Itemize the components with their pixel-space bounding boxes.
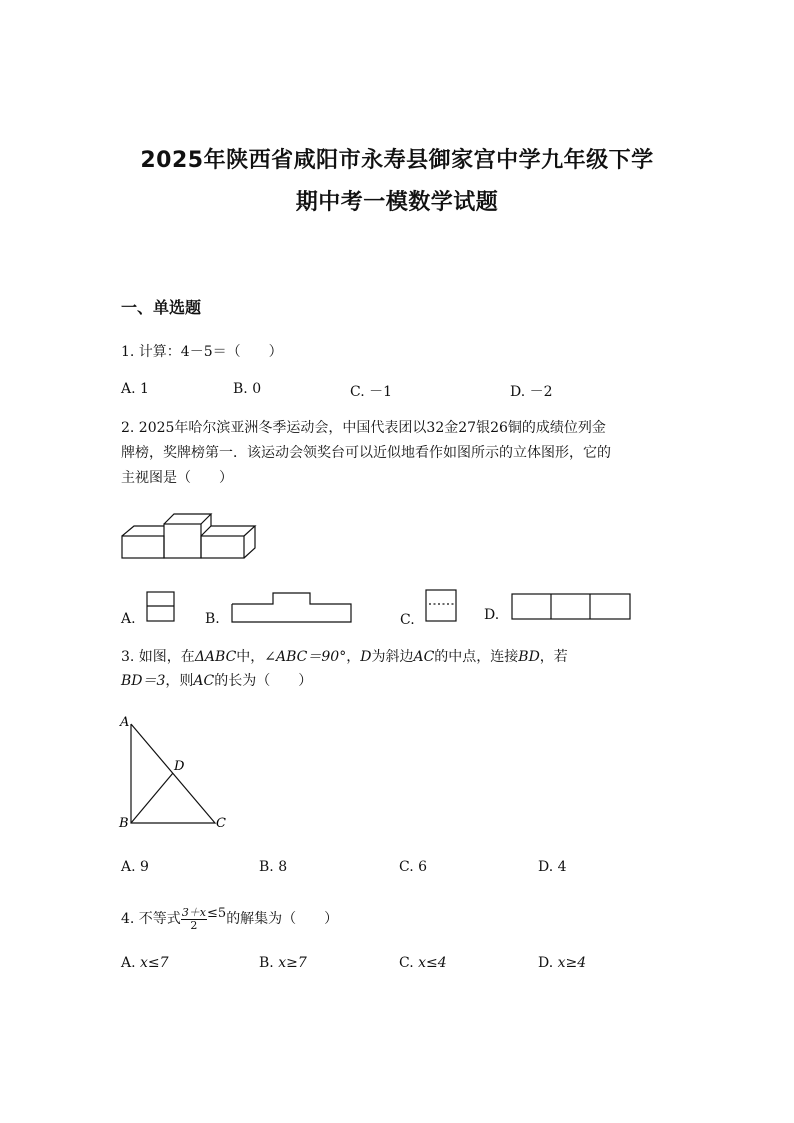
question-3-line-2 [121,669,312,693]
question-2-option-b-label: B. [205,611,220,627]
q3-text-c: ， [346,649,361,665]
q4-opt-b-value: x≥7 [278,955,307,971]
label-a: A [120,715,130,730]
q3-text-a: 3. 如图，在 [121,649,195,665]
question-1-option-d: D. －2 [510,384,553,400]
q3-text-g: ，若 [539,649,568,665]
question-3-line-1 [121,645,568,669]
q4-frac-numerator: 3＋x [181,905,207,919]
q4-opt-d-letter: D. [538,955,554,971]
question-4-text [121,898,338,935]
q4-suffix: 的解集为（ ） [226,911,339,927]
q3-segment-ac: AC [413,649,435,665]
question-2-line-1: 2. 2025年哈尔滨亚洲冬季运动会，中国代表团以32金27银26铜的成绩位列金 [121,420,606,436]
question-4-option-a [121,955,169,971]
question-2-option-b-figure [230,591,354,625]
q3-angle: ∠ABC＝90° [264,649,347,665]
question-4-option-c [399,955,447,971]
question-3-option-c: C. 6 [399,859,428,875]
q4-opt-d-value: x≥4 [557,955,587,971]
q4-prefix: 4. 不等式 [121,911,181,927]
q3-triangle: ΔABC [194,649,237,665]
q3-text-i: 的长为（ ） [214,673,313,689]
q3-text-f: 的中点，连接 [434,649,519,665]
question-2-line-2: 牌榜，奖牌榜第一．该运动会领奖台可以近似地看作如图所示的立体图形，它的 [121,445,611,461]
question-1-option-c: C. －1 [350,384,393,400]
document-title-line-2: 期中考一模数学试题 [295,190,499,215]
question-2-option-a-label: A. [121,611,136,627]
q4-opt-c-letter: C. [399,955,414,971]
question-3-option-b: B. 8 [259,859,288,875]
question-2-option-d-label: D. [484,607,500,623]
q4-opt-a-value: x≤7 [140,955,169,971]
q3-segment-ac-2: AC [193,673,215,689]
q4-frac-denominator: 2 [190,918,198,932]
question-1-option-a: A. 1 [121,381,149,397]
document-title-line-1: 2025年陕西省咸阳市永寿县御家宫中学九年级下学 [140,148,654,173]
q4-opt-a-letter: A. [121,955,136,971]
q3-bd-value: BD＝3 [121,673,166,689]
q3-point-d: D [360,649,372,665]
question-1-text: 1. 计算：4－5＝（ ） [121,344,283,360]
q4-relation: ≤5 [207,906,227,921]
podium-3d-figure [118,510,268,562]
question-2-option-a-figure [146,591,176,623]
q3-segment-bd: BD [518,649,540,665]
question-4-option-d [538,955,586,971]
question-2-option-c-figure [425,589,459,623]
q4-opt-b-letter: B. [259,955,274,971]
question-2-line-3: 主视图是（ ） [121,470,233,486]
question-4-option-b [259,955,307,971]
question-2-option-d-figure [510,592,634,622]
label-d: D [174,759,185,774]
q4-opt-c-value: x≤4 [418,955,447,971]
question-3-option-d: D. 4 [538,859,567,875]
question-3-triangle-figure [116,712,236,834]
question-2-option-c-label: C. [400,612,415,628]
q3-text-h: ，则 [165,673,194,689]
q3-text-b: 中， [236,649,265,665]
section-heading: 一、单选题 [121,298,202,317]
question-1-option-b: B. 0 [233,381,262,397]
label-c: C [216,816,226,831]
q3-text-e: 为斜边 [371,649,414,665]
question-3-option-a: A. 9 [121,859,149,875]
q4-fraction [181,907,207,932]
label-b: B [119,816,129,831]
